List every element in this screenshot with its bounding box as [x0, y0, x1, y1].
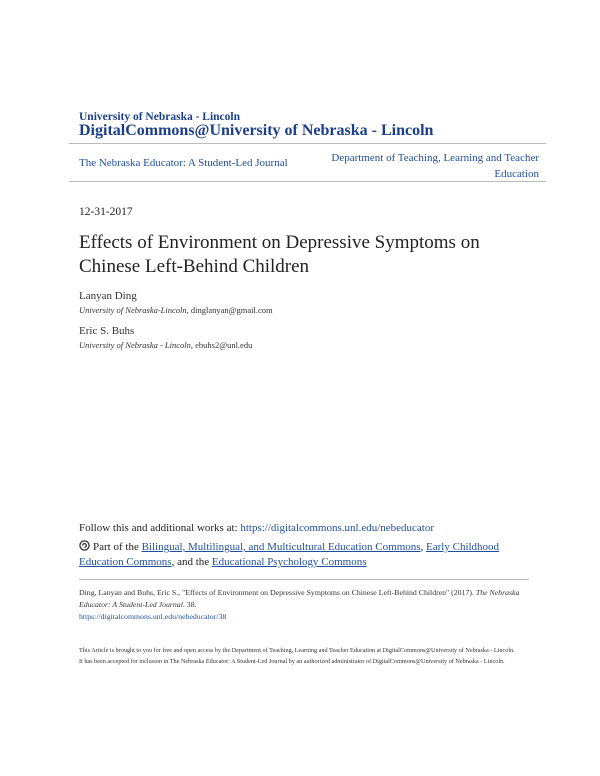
- publication-date: 12-31-2017: [79, 206, 133, 218]
- citation-text-end: . 38.: [182, 600, 197, 609]
- part-of-line: [79, 540, 529, 570]
- commons-link-bilingual[interactable]: Bilingual, Multilingual, and Multicultural Education Commons: [141, 541, 421, 553]
- university-link[interactable]: University of Nebraska - Lincoln: [79, 111, 240, 123]
- follow-url-link[interactable]: https://digitalcommons.unl.edu/nebeducator: [240, 522, 435, 534]
- repository-link[interactable]: DigitalCommons@University of Nebraska - Lincoln: [79, 122, 434, 139]
- author-email: , ebuhs2@unl.edu: [190, 340, 253, 350]
- article-title: Effects of Environment on Depressive Symptoms on Chinese Left-Behind Children: [79, 232, 480, 277]
- separator-text: , and the: [171, 556, 212, 568]
- department-line-1: Department of Teaching, Learning and Teacher: [331, 152, 539, 164]
- author-email: , dinglanyan@gmail.com: [186, 305, 273, 315]
- separator-text: ,: [420, 541, 427, 553]
- follow-label: Follow this and additional works at:: [79, 522, 241, 534]
- author-affiliation: [79, 305, 273, 315]
- access-notice: This Article is brought to you for free and open access by the Department of Teaching, Learning and Teacher Education at DigitalCommons@University of Nebraska - Lincoln. It has been accepted for inclusion in The Nebraska Educator: A Student-Led Journal by an authorized administrator of DigitalCommons@University of Nebraska - Lincoln.: [79, 647, 515, 665]
- follow-line: [79, 522, 434, 534]
- part-of-label: Part of the: [93, 541, 142, 553]
- affiliation-institution: University of Nebraska-Lincoln: [79, 305, 187, 315]
- affiliation-institution: University of Nebraska - Lincoln: [79, 340, 191, 350]
- author-affiliation: [79, 340, 252, 350]
- citation-url-link[interactable]: https://digitalcommons.unl.edu/nebeducator/38: [79, 612, 227, 621]
- open-access-icon: [79, 540, 90, 551]
- citation-divider: [79, 579, 529, 580]
- department-line-2: Education: [494, 168, 539, 180]
- department-link[interactable]: [300, 150, 539, 182]
- citation-journal: The Nebraska Educator: A Student-Led Journal: [79, 588, 520, 609]
- header-divider-bottom: [69, 181, 546, 182]
- author-name: Eric S. Buhs: [79, 325, 135, 337]
- citation-text: Ding, Lanyan and Buhs, Eric S., "Effects of Environment on Depressive Symptoms on Chinese Left-Behind Children" (2017).: [79, 588, 476, 597]
- author-name: Lanyan Ding: [79, 290, 137, 302]
- recommended-citation: [79, 587, 539, 623]
- header-divider-top: [69, 143, 546, 144]
- commons-link-early-childhood[interactable]: Early Childhood Education Commons: [79, 541, 500, 568]
- commons-link-educational-psychology[interactable]: Educational Psychology Commons: [211, 556, 367, 568]
- journal-link[interactable]: The Nebraska Educator: A Student-Led Journal: [79, 157, 288, 169]
